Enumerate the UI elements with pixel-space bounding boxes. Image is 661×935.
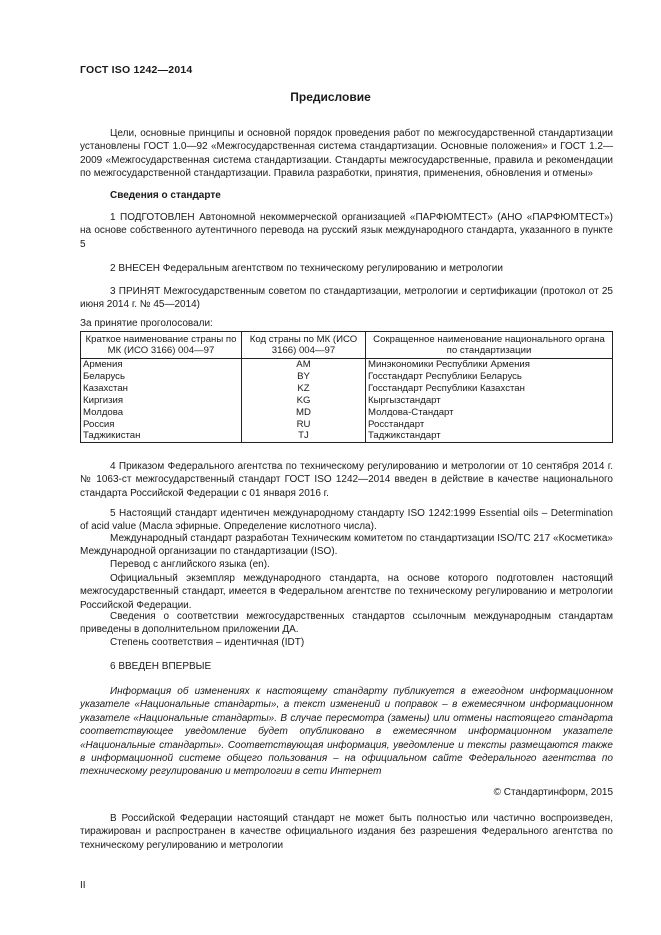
cell-body: Госстандарт Республики Беларусь	[366, 371, 613, 383]
table-header-row	[81, 332, 613, 359]
cell-country: Беларусь	[81, 371, 242, 383]
item-5-translation: Перевод с английского языка (en).	[110, 559, 270, 570]
cell-code: KG	[242, 395, 366, 407]
cell-code: MD	[242, 407, 366, 419]
table-row	[81, 359, 613, 371]
item-5-standard: 5 Настоящий стандарт идентичен международному стандарту ISO 1242:1999 Essential oils – Determination of acid value (Масла эфирные. Определение кислотного числа).	[80, 508, 613, 533]
cell-body: Росстандарт	[366, 419, 613, 431]
item-5-references: Сведения о соответствии межгосударственных стандартов ссылочным международным стандартам приведены в дополнительном приложении ДА.	[80, 611, 613, 636]
cell-country: Казахстан	[81, 383, 242, 395]
changes-notice: Информация об изменениях к настоящему стандарту публикуется в ежегодном информационном указателе «Национальные стандарты», а текст изменений и поправок – в ежемесячном информационном указателе «Национальные стандарты». В случае пересмотра (замены) или отмены настоящего стандарта соответствующее уведомление будет опубликовано в ежемесячном информационном указателе «Национальные стандарты». Соответствующая информация, уведомление и тексты размещаются также в информационной системе общего пользования – на официальном сайте Федерального агентства по техническому регулированию и метрологии в сети Интернет	[80, 686, 613, 778]
cell-body: Госстандарт Республики Казахстан	[366, 383, 613, 395]
cell-body: Таджикстандарт	[366, 430, 613, 442]
page-title: Предисловие	[290, 90, 371, 104]
cell-code: TJ	[242, 430, 366, 442]
col-header-body: Сокращенное наименование национального органа по стандартизации	[366, 332, 613, 359]
item-4: 4 Приказом Федерального агентства по техническому регулированию и метрологии от 10 сентября 2014 г. № 1063-ст межгосударственный стандарт ГОСТ ISO 1242—2014 введен в действие в качестве национального стандарта Российской Федерации с 01 января 2016 г.	[80, 461, 613, 499]
intro-paragraph: Цели, основные принципы и основной порядок проведения работ по межгосударственной стандартизации установлены ГОСТ 1.0—92 «Межгосударственная система стандартизации. Основные положения» и ГОСТ 1.2—2009 «Межгосударственная система стандартизации. Стандарты межгосударственные, правила и рекомендации по межгосударственной стандартизации. Правила разработки, принятия, применения, обновления и отмены»	[80, 128, 613, 180]
table-row	[81, 371, 613, 383]
item-6: 6 ВВЕДЕН ВПЕРВЫЕ	[110, 661, 212, 672]
vote-label: За принятие проголосовали:	[80, 318, 213, 329]
copyright: © Стандартинформ, 2015	[493, 787, 613, 798]
cell-code: BY	[242, 371, 366, 383]
item-5-degree: Степень соответствия – идентичная (IDT)	[110, 637, 305, 648]
cell-country: Молдова	[81, 407, 242, 419]
document-code: ГОСТ ISO 1242—2014	[80, 64, 193, 76]
table-row	[81, 419, 613, 431]
item-2: 2 ВНЕСЕН Федеральным агентством по техническому регулированию и метрологии	[110, 263, 503, 274]
cell-code: AM	[242, 359, 366, 371]
cell-country: Киргизия	[81, 395, 242, 407]
item-1: 1 ПОДГОТОВЛЕН Автономной некоммерческой организацией «ПАРФЮМТЕСТ» (АНО «ПАРФЮМТЕСТ») на основе собственного аутентичного перевода на русский язык международного стандарта, указанного в пункте 5	[80, 212, 613, 250]
cell-body: Минэкономики Республики Армения	[366, 359, 613, 371]
table-row	[81, 383, 613, 395]
info-heading: Сведения о стандарте	[110, 190, 221, 201]
col-header-code: Код страны по МК (ИСО 3166) 004—97	[242, 332, 366, 359]
table-row	[81, 430, 613, 442]
cell-body: Кыргызстандарт	[366, 395, 613, 407]
cell-country: Армения	[81, 359, 242, 371]
legal-notice: В Российской Федерации настоящий стандарт не может быть полностью или частично воспроизведен, тиражирован и распространен в качестве официального издания без разрешения Федерального агентства по техническому регулированию и метрологии	[80, 813, 613, 851]
item-5-developer: Международный стандарт разработан Техническим комитетом по стандартизации ISO/TC 217 «Косметика» Международной организации по стандартизации (ISO).	[80, 533, 613, 558]
cell-body: Молдова-Стандарт	[366, 407, 613, 419]
table-row	[81, 395, 613, 407]
page-number: II	[80, 880, 86, 891]
table-row	[81, 407, 613, 419]
item-3: 3 ПРИНЯТ Межгосударственным советом по стандартизации, метрологии и сертификации (протокол от 25 июня 2014 г. № 45—2014)	[80, 286, 613, 311]
col-header-country: Краткое наименование страны по МК (ИСО 3166) 004—97	[81, 332, 242, 359]
cell-country: Россия	[81, 419, 242, 431]
vote-table	[80, 331, 613, 443]
cell-code: KZ	[242, 383, 366, 395]
cell-code: RU	[242, 419, 366, 431]
cell-country: Таджикистан	[81, 430, 242, 442]
item-5-official-copy: Официальный экземпляр международного стандарта, на основе которого подготовлен настоящий межгосударственный стандарт, имеется в Федеральном агентстве по техническому регулированию и метрологии Российской Федерации.	[80, 573, 613, 611]
